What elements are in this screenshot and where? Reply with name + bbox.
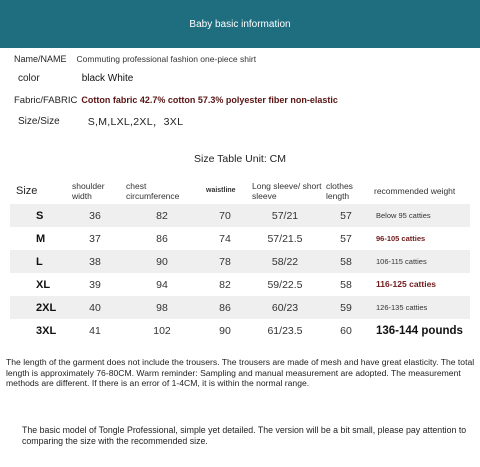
cell-size: XL xyxy=(36,278,51,291)
cell-chest: 82 xyxy=(122,204,202,227)
cell-weight: 106-115 catties xyxy=(370,250,470,273)
cell-sleeve: 57/21.5 xyxy=(267,232,303,245)
cell-length: 59 xyxy=(322,296,370,319)
cell-length: 57 xyxy=(340,232,352,245)
size-row xyxy=(14,112,474,130)
size-table-header-row xyxy=(10,178,470,204)
cell-sleeve: 57/21 xyxy=(248,204,322,227)
size-label: Size/Size xyxy=(18,115,60,127)
color-row xyxy=(14,70,474,86)
cell-waist: 78 xyxy=(202,250,248,273)
cell-chest: 86 xyxy=(156,232,168,245)
cell-sleeve: 61/23.5 xyxy=(267,324,303,337)
cell-length: 60 xyxy=(340,324,352,337)
footer-note: The basic model of Tongle Professional, simple yet detailed. The version will be a bit small, please pay attention to comparing the size with the recommended size. xyxy=(22,425,467,446)
table-row xyxy=(10,250,470,273)
cell-sleeve: 58/22 xyxy=(248,250,322,273)
cell-waist: 74 xyxy=(219,232,231,245)
color-label: color xyxy=(18,72,40,84)
color-value: black White xyxy=(81,72,134,84)
table-row xyxy=(10,204,470,227)
cell-sleeve: 60/23 xyxy=(248,296,322,319)
cell-chest: 94 xyxy=(156,278,168,291)
fabric-label: Fabric/FABRIC xyxy=(14,94,78,106)
header-shoulder-width: shoulder width xyxy=(72,181,105,201)
cell-waist: 90 xyxy=(219,324,231,337)
cell-size: 2XL xyxy=(10,296,68,319)
table-row xyxy=(10,227,470,250)
cell-sleeve: 59/22.5 xyxy=(267,278,303,291)
cell-weight: Below 95 catties xyxy=(370,204,470,227)
cell-weight: 126-135 catties xyxy=(370,296,470,319)
table-row xyxy=(10,296,470,319)
table-row xyxy=(10,319,470,342)
cell-weight: 96-105 catties xyxy=(376,234,426,243)
cell-shoulder: 41 xyxy=(89,324,101,337)
cell-waist: 70 xyxy=(202,204,248,227)
size-value: S,M,LXL,2XL，3XL xyxy=(87,115,184,128)
name-label: Name/NAME xyxy=(14,54,67,64)
cell-length: 58 xyxy=(340,278,352,291)
table-row xyxy=(10,273,470,296)
cell-chest: 98 xyxy=(122,296,202,319)
measurement-note: The length of the garment does not include the trousers. The trousers are made of mesh and have great elasticity. The total length is approximately 76-80CM. Warm reminder: Sampling and manual measurement are adopted. The measurement methods are different. If there is an error of 1-4CM, it is within the normal range. xyxy=(6,357,475,388)
size-table-title: Size Table Unit: CM xyxy=(193,153,286,165)
name-row xyxy=(14,52,474,66)
header-size: Size xyxy=(16,185,38,197)
cell-shoulder: 37 xyxy=(89,232,101,245)
size-table xyxy=(10,178,470,342)
header-waistline: waistline xyxy=(206,187,236,194)
info-banner xyxy=(0,0,480,48)
cell-waist: 82 xyxy=(219,278,231,291)
fabric-value: Cotton fabric 42.7% cotton 57.3% polyester fiber non-elastic xyxy=(81,95,338,105)
cell-length: 57 xyxy=(322,204,370,227)
cell-size: M xyxy=(36,232,46,245)
cell-shoulder: 39 xyxy=(89,278,101,291)
cell-shoulder: 40 xyxy=(68,296,122,319)
cell-size: L xyxy=(10,250,68,273)
header-recommended-weight: recommended weight xyxy=(374,186,456,196)
cell-weight: 136-144 pounds xyxy=(376,324,463,337)
cell-chest: 90 xyxy=(122,250,202,273)
cell-shoulder: 38 xyxy=(68,250,122,273)
name-value: Commuting professional fashion one-piece shirt xyxy=(76,54,257,64)
cell-chest: 102 xyxy=(153,324,171,337)
cell-size: S xyxy=(10,204,68,227)
cell-weight: 116-125 catties xyxy=(376,279,437,289)
cell-shoulder: 36 xyxy=(68,204,122,227)
fabric-row xyxy=(14,92,474,108)
header-chest-circumference: chest circumference xyxy=(126,181,180,201)
cell-length: 58 xyxy=(322,250,370,273)
header-sleeve: Long sleeve/ short sleeve xyxy=(252,181,322,201)
header-clothes-length: clothes length xyxy=(326,181,353,201)
banner-title: Baby basic information xyxy=(189,18,291,30)
cell-size: 3XL xyxy=(36,324,57,337)
cell-waist: 86 xyxy=(202,296,248,319)
